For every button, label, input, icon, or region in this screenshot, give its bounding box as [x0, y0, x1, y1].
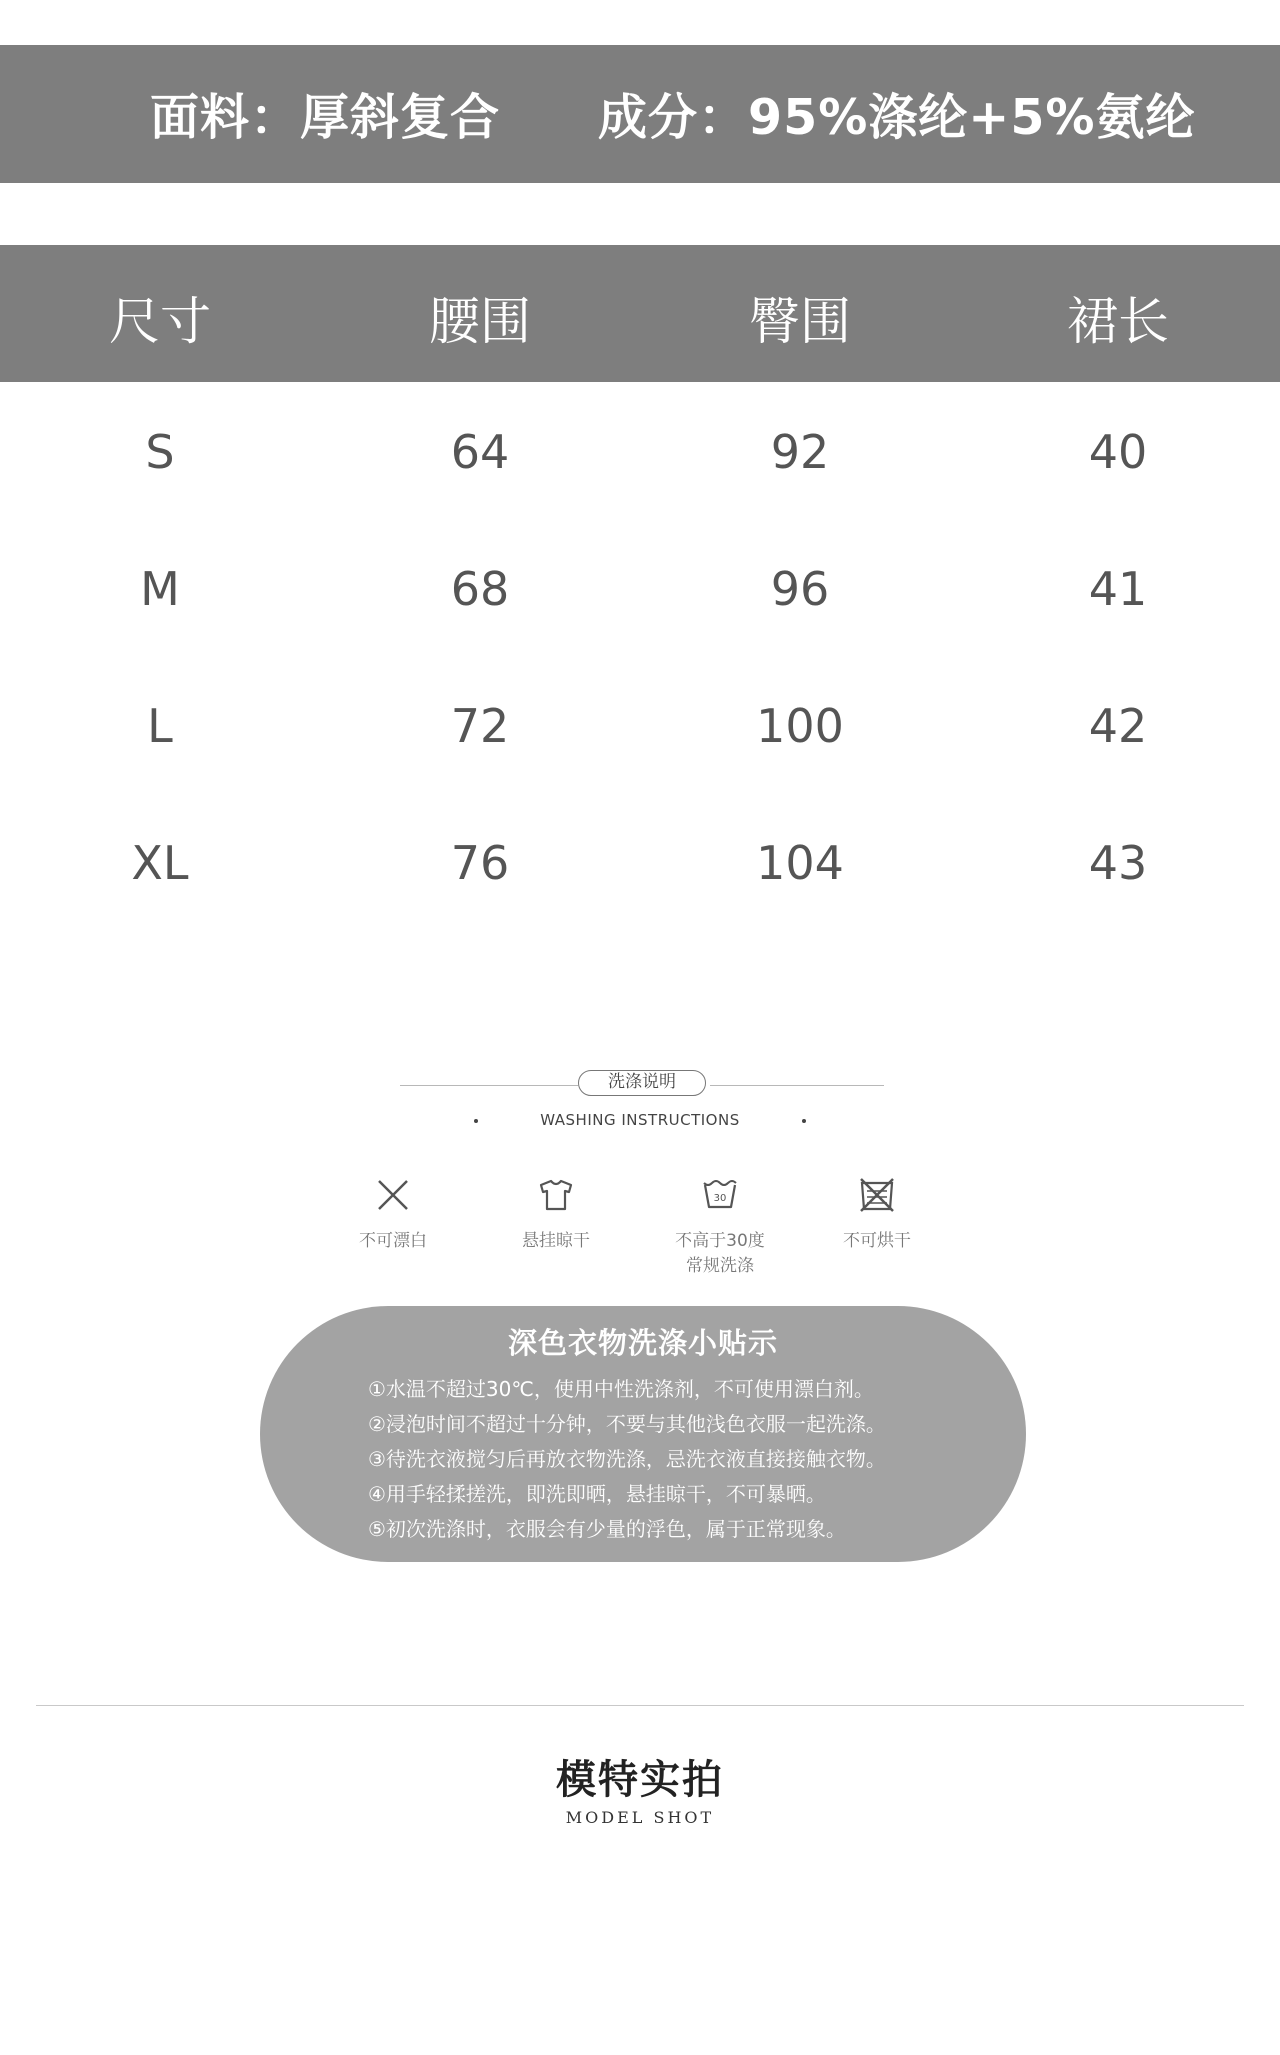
- tip-line: ②浸泡时间不超过十分钟，不要与其他浅色衣服一起洗涤。: [368, 1412, 886, 1436]
- washing-subtitle: [0, 1111, 1280, 1129]
- care-item-hang-dry: [496, 1175, 616, 1254]
- tip-line: ⑤初次洗涤时，衣服会有少量的浮色，属于正常现象。: [368, 1517, 846, 1541]
- care-item-no-bleach: [333, 1175, 453, 1254]
- care-label: 不可烘干: [843, 1231, 911, 1251]
- wash-temp-text: 30: [713, 1193, 727, 1204]
- tip-line: ①水温不超过30℃，使用中性洗涤剂，不可使用漂白剂。: [368, 1377, 874, 1401]
- dark-clothing-tips: [260, 1306, 1026, 1562]
- washing-title: [400, 1070, 884, 1100]
- no-tumble-dry-icon: [857, 1175, 897, 1215]
- section-divider: [36, 1705, 1244, 1706]
- header-size: 尺寸: [108, 293, 211, 352]
- header-hip: 臀围: [748, 293, 851, 352]
- hang-dry-icon: [536, 1175, 576, 1215]
- care-label-line1: 不高于30度: [675, 1231, 765, 1251]
- care-label: 不可漂白: [359, 1231, 427, 1251]
- header-length: 裙长: [1066, 293, 1169, 352]
- care-item-no-tumble-dry: [817, 1175, 937, 1254]
- size-cell: XL: [131, 836, 189, 890]
- care-label: 悬挂晾干: [522, 1231, 590, 1251]
- washing-subtitle-text: WASHING INSTRUCTIONS: [540, 1111, 740, 1129]
- tip-line: ③待洗衣液搅匀后再放衣物洗涤，忌洗衣液直接接触衣物。: [368, 1447, 886, 1471]
- length-cell: 40: [1088, 425, 1148, 479]
- size-cell: M: [140, 562, 180, 616]
- no-bleach-icon: [373, 1175, 413, 1215]
- tip-line: ④用手轻揉搓洗，即洗即晒，悬挂晾干，不可暴晒。: [368, 1482, 826, 1506]
- waist-cell: 76: [450, 836, 510, 890]
- table-row: [0, 385, 1280, 522]
- fabric-label: 面料：厚斜复合: [150, 89, 501, 146]
- table-row: [0, 796, 1280, 933]
- model-shot-title: 模特实拍: [556, 1757, 724, 1803]
- table-row: [0, 522, 1280, 659]
- divider-line: [400, 1085, 578, 1086]
- header-waist: 腰围: [428, 293, 531, 352]
- waist-cell: 64: [450, 425, 510, 479]
- tips-title: 深色衣物洗涤小贴示: [507, 1326, 778, 1360]
- hip-cell: 92: [770, 425, 830, 479]
- length-cell: 41: [1088, 562, 1148, 616]
- care-label-line2: 常规洗涤: [686, 1256, 754, 1276]
- waist-cell: 72: [450, 699, 510, 753]
- length-cell: 43: [1088, 836, 1148, 890]
- composition-label: 成分：95%涤纶+5%氨纶: [598, 89, 1196, 146]
- size-table-header: [0, 245, 1280, 382]
- divider-line: [710, 1085, 884, 1086]
- waist-cell: 68: [450, 562, 510, 616]
- care-item-wash-30: [660, 1175, 780, 1279]
- hip-cell: 104: [756, 836, 844, 890]
- size-cell: S: [145, 425, 175, 479]
- washing-title-label: 洗涤说明: [578, 1070, 706, 1096]
- bullet-dot: [802, 1119, 806, 1123]
- model-shot-subtitle: MODEL SHOT: [565, 1808, 715, 1827]
- hip-cell: 96: [770, 562, 830, 616]
- tips-list: [260, 1372, 1026, 1547]
- table-row: [0, 659, 1280, 796]
- bullet-dot: [474, 1119, 478, 1123]
- hip-cell: 100: [756, 699, 844, 753]
- care-label: [660, 1229, 780, 1279]
- length-cell: 42: [1088, 699, 1148, 753]
- wash-30-icon: [700, 1175, 740, 1215]
- size-cell: L: [147, 699, 173, 753]
- fabric-info-band: [0, 45, 1280, 183]
